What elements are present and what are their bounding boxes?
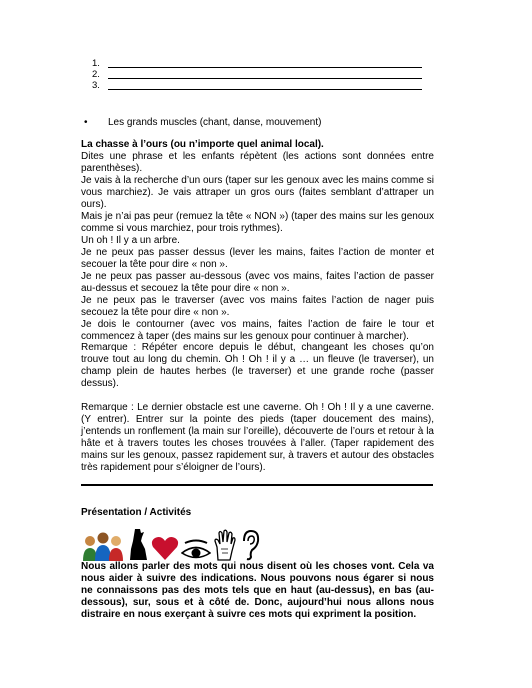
bullet-symbol: •	[84, 117, 88, 128]
remark-paragraph	[81, 402, 434, 474]
paragraph: Je ne peux pas passer dessus (lever les mains, faites l’action de monter et secouer la tête pour dire « non ».	[81, 247, 434, 270]
eye-icon	[181, 539, 211, 561]
remark-text: Remarque : Le dernier obstacle est une caverne. Oh ! Oh ! Il y a une caverne. (Y entrer). Entrer sur la pointe des pieds (taper doucement des mains), j’entends un ronflement (la main sur l’oreille), découverte de l’ours et retour à la hâte et à travers toutes les choses trouvées à l’aller. (Taper rapidement des mains sur les genoux, passez rapidement sur, à travers et autour des obstacles très rapidement pour s’éloigner de l’ours).	[81, 402, 434, 473]
children-group-icon	[81, 529, 125, 561]
numbered-blank-list	[92, 58, 422, 91]
bullet-item	[84, 117, 321, 129]
numbered-line	[92, 80, 422, 91]
paragraph: Dites une phrase et les enfants répètent (les actions sont données entre parenthèses).	[81, 151, 434, 174]
remark-text: Remarque : Répéter encore depuis le début, changeant les choses qu’on trouve tout au long du chemin. Oh ! Oh ! il y a … un fleuve (le traverser), un champ plein de hautes herbes (le traverser) et une grande roche (passer dessus).	[81, 342, 434, 389]
hand-icon	[213, 529, 237, 561]
paragraph: Mais je n’ai pas peur (remuez la tête « NON ») (taper des mains sur les genoux comme si vous marchiez, pour trois rythmes).	[81, 211, 434, 234]
blank-line	[108, 80, 422, 90]
bullet-text: Les grands muscles (chant, danse, mouvement)	[108, 117, 322, 128]
paragraph: Un oh ! Il y a un arbre.	[81, 235, 180, 246]
presentation-text: Nous allons parler des mots qui nous disent où les choses vont. Cela va nous aider à suivre des indications. Nous pouvons nous égarer si nous ne connaissons pas des mots tels que en haut (au-dessus), en bas (au-dessous), sur, sous et à côté de. Donc, aujourd’hui nous allons nous distraire en nous exerçant à suivre ces mots qui expriment la position.	[81, 561, 434, 620]
ear-icon	[239, 529, 261, 561]
line-number: 3.	[92, 80, 100, 91]
blank-line	[108, 69, 422, 79]
presentation-paragraph	[81, 561, 434, 621]
line-number: 1.	[92, 58, 100, 69]
line-number: 2.	[92, 69, 100, 80]
section-presentation-heading	[81, 507, 434, 519]
section-title: Présentation / Activités	[81, 507, 192, 518]
section-divider	[81, 484, 433, 486]
dog-icon	[127, 527, 149, 561]
blank-line	[108, 58, 422, 68]
numbered-line	[92, 58, 422, 69]
remark-paragraph	[81, 342, 434, 390]
heart-icon	[151, 535, 179, 561]
paragraph: Je ne peux pas le traverser (avec vos mains faites l’action de nager puis secouez la tête pour dire « non ».	[81, 295, 434, 318]
paragraph: Je dois le contourner (avec vos mains, faites l’action de faire le tour et commencez à taper (des mains sur les genoux pour continuer à marcher).	[81, 319, 434, 342]
paragraph: Je ne peux pas passer au-dessous (avec vos mains, faites l’action de passer au-dessus et secouez la tête pour dire « non ».	[81, 271, 434, 294]
sensory-icons-row	[81, 527, 261, 561]
paragraph: Je vais à la recherche d’un ours (taper sur les genoux avec les mains comme si vous marchiez). Je vais attraper un gros ours (faites semblant d’attraper un ours).	[81, 175, 434, 210]
section-title: La chasse à l’ours (ou n’importe quel animal local).	[81, 139, 324, 150]
section-bear-hunt	[81, 139, 434, 343]
numbered-line	[92, 69, 422, 80]
